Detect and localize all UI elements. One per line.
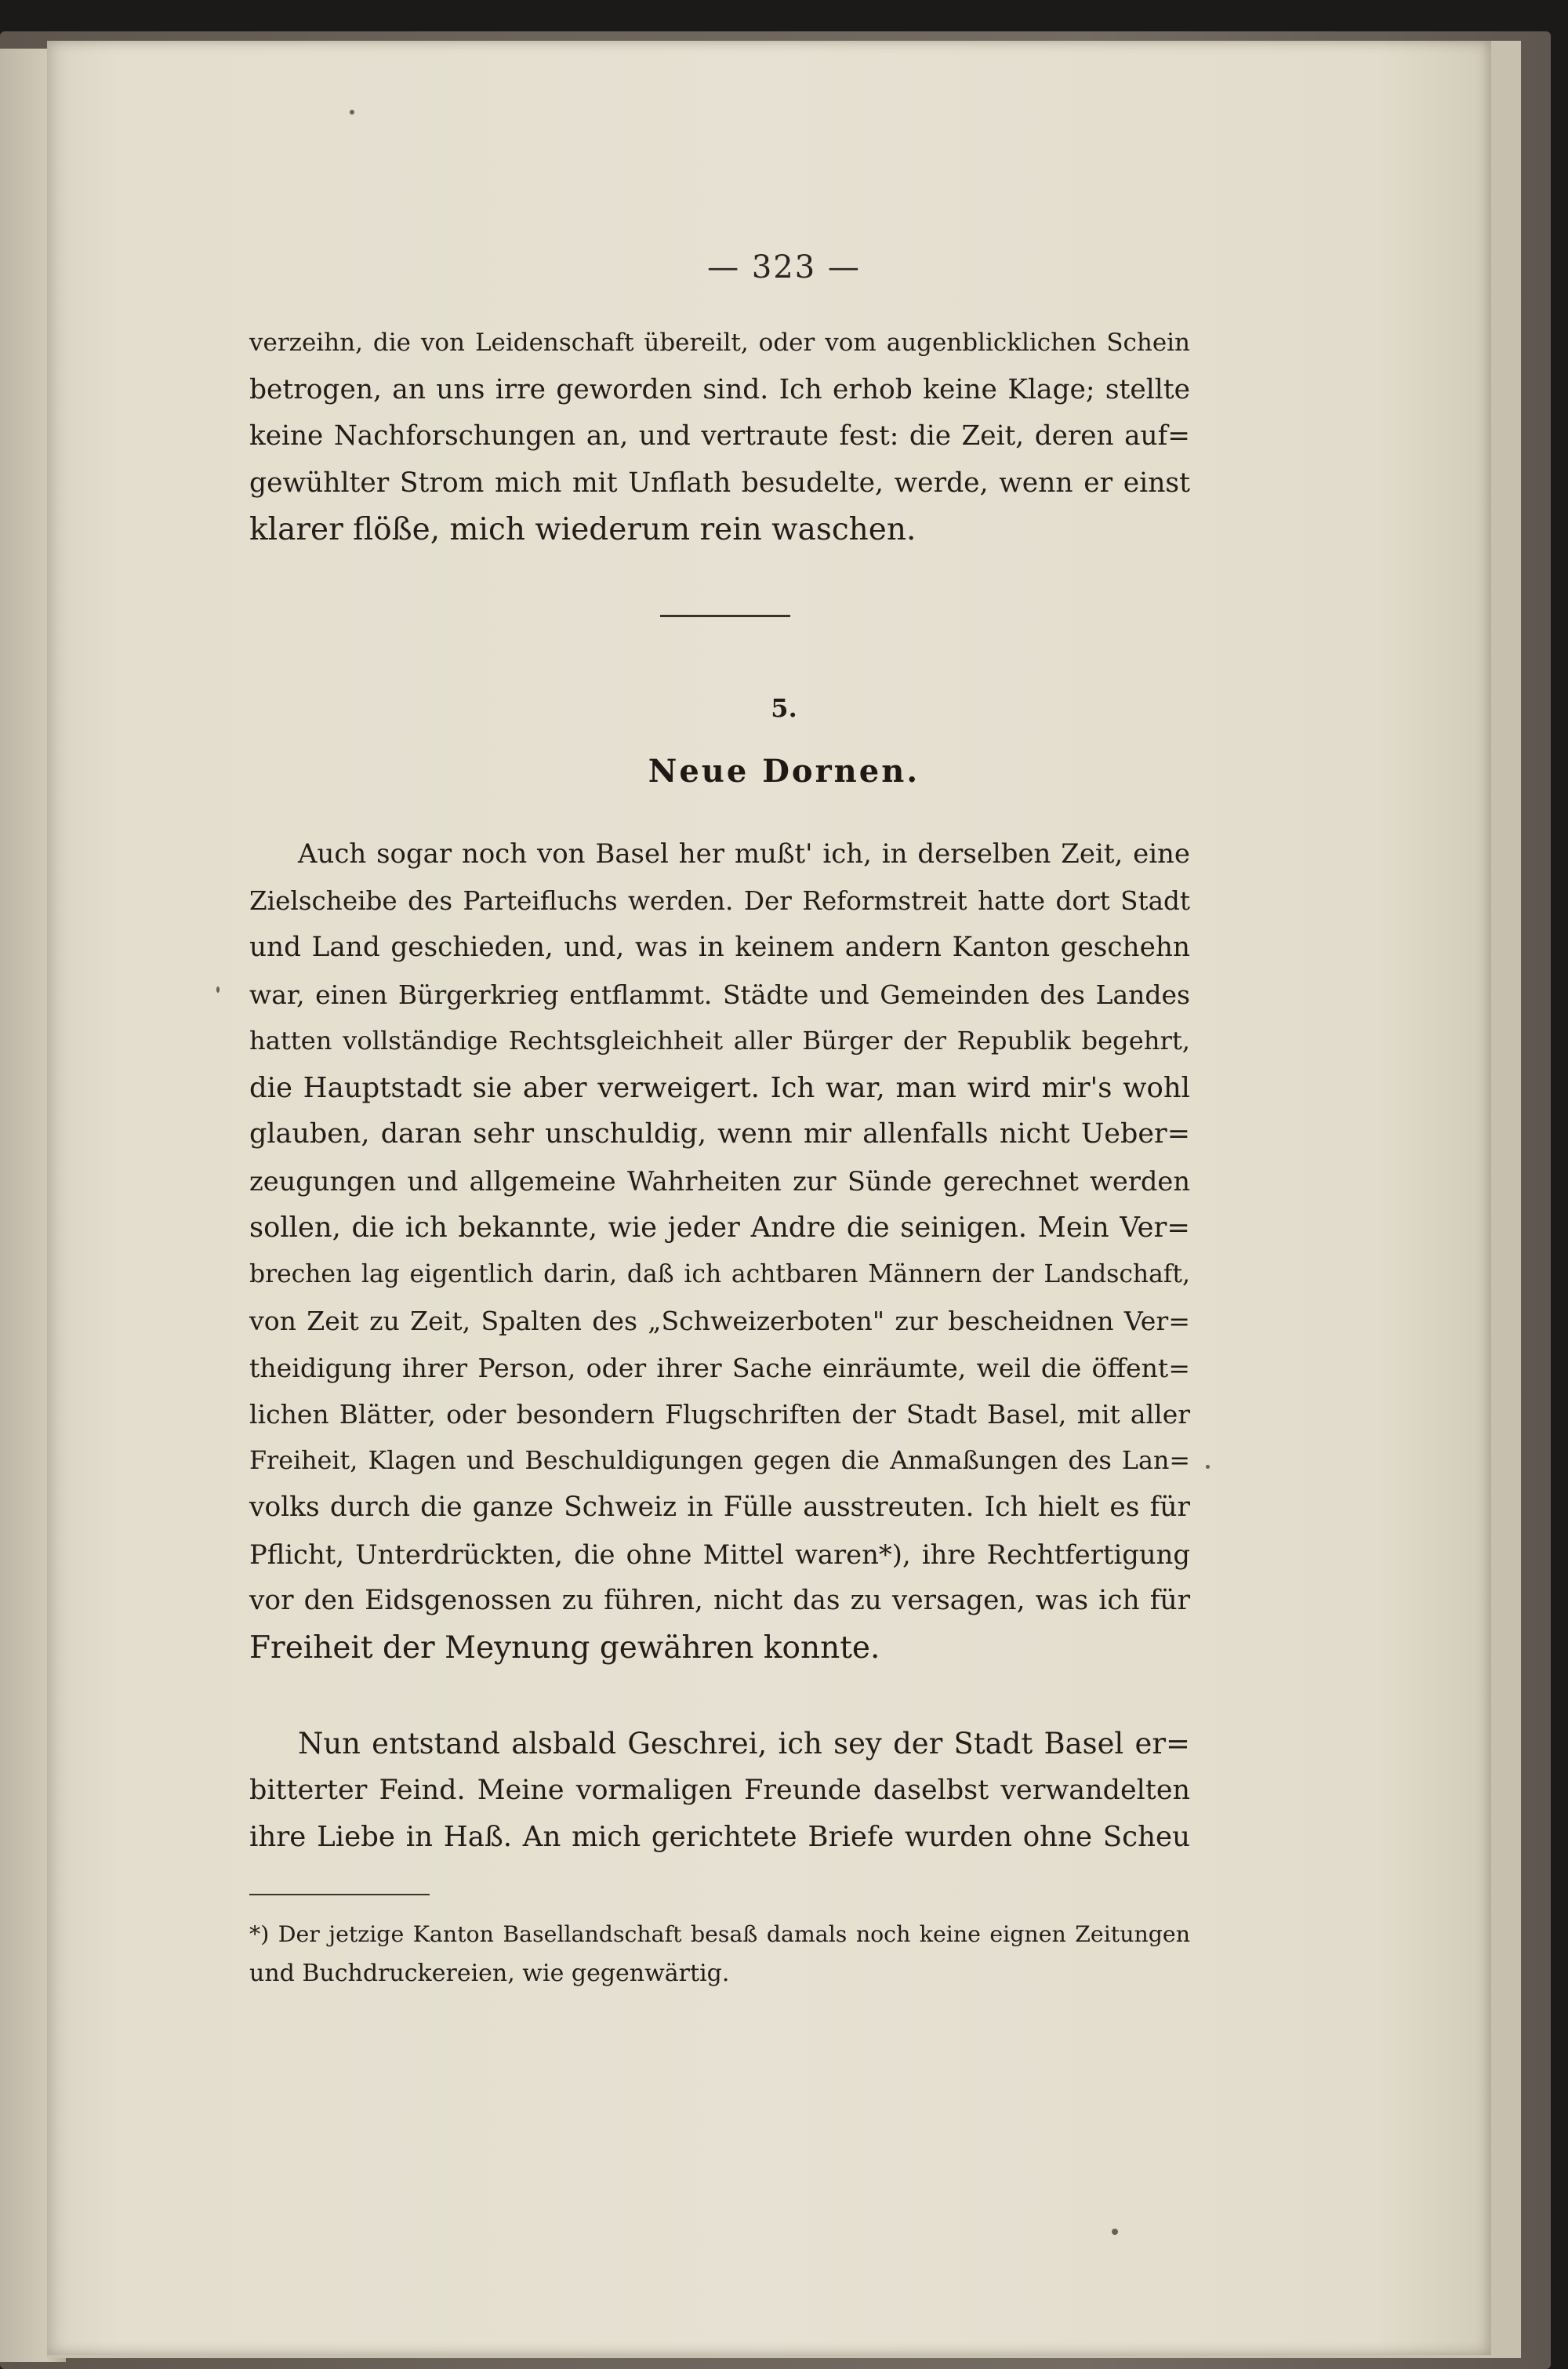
text-line: volks durch die ganze Schweiz in Fülle ausstreuten. Ich hielt es für	[249, 1492, 1190, 1523]
text-line: Zielscheibe des Parteifluchs werden. Der Reformstreit hatte dort Stadt	[249, 885, 1190, 916]
text-line: Freiheit der Meynung gewähren konnte.	[249, 1630, 880, 1666]
section-divider	[660, 615, 790, 617]
text-line: Auch sogar noch von Basel her mußt' ich, in derselben Zeit, eine	[298, 838, 1190, 870]
text-line: zeugungen und allgemeine Wahrheiten zur Sünde gerechnet werden	[249, 1165, 1190, 1197]
footnote-rule	[249, 1894, 430, 1895]
footnote-line: *) Der jetzige Kanton Basellandschaft besaß damals noch keine eignen Zeitungen	[249, 1921, 1190, 1947]
text-line: vor den Eidsgenossen zu führen, nicht das zu versagen, was ich für	[249, 1585, 1190, 1616]
section-number: 5.	[771, 693, 797, 723]
text-line: keine Nachforschungen an, und vertraute fest: die Zeit, deren auf=	[249, 420, 1190, 452]
paragraph-2	[249, 831, 1190, 1671]
text-line: sollen, die ich bekannte, wie jeder Andre die seinigen. Mein Ver=	[249, 1212, 1190, 1244]
paper-speck	[216, 986, 220, 993]
paper-speck	[1112, 2229, 1118, 2235]
text-line: klarer flöße, mich wiederum rein waschen.	[249, 512, 916, 547]
paper-speck	[350, 110, 354, 114]
text-line: ihre Liebe in Haß. An mich gerichtete Briefe wurden ohne Scheu	[249, 1821, 1190, 1853]
text-line: lichen Blätter, oder besondern Flugschriften der Stadt Basel, mit aller	[249, 1399, 1190, 1430]
page-number: — 323 —	[707, 249, 861, 285]
paragraph-3	[249, 1720, 1190, 1861]
text-line: war, einen Bürgerkrieg entflammt. Städte und Gemeinden des Landes	[249, 979, 1190, 1010]
text-line: Pflicht, Unterdrückten, die ohne Mittel waren*), ihre Rechtfertigung	[249, 1539, 1190, 1570]
text-line: glauben, daran sehr unschuldig, wenn mir allenfalls nicht Ueber=	[249, 1118, 1190, 1150]
paper-speck	[1206, 1465, 1210, 1469]
section-title: Neue Dornen.	[648, 753, 920, 790]
text-line: Freiheit, Klagen und Beschuldigungen gegen die Anmaßungen des Lan=	[249, 1446, 1190, 1475]
text-line: betrogen, an uns irre geworden sind. Ich erhob keine Klage; stellte	[249, 373, 1190, 405]
footnote-line: und Buchdruckereien, wie gegenwärtig.	[249, 1960, 730, 1987]
text-line: theidigung ihrer Person, oder ihrer Sache einräumte, weil die öffent=	[249, 1352, 1190, 1383]
text-line: Nun entstand alsbald Geschrei, ich sey der Stadt Basel er=	[298, 1727, 1190, 1760]
text-line: gewühlter Strom mich mit Unflath besudelte, werde, wenn er einst	[249, 467, 1190, 499]
text-line: verzeihn, die von Leidenschaft übereilt, oder vom augenblicklichen Schein	[249, 329, 1190, 357]
text-line: bitterter Feind. Meine vormaligen Freunde daselbst verwandelten	[249, 1774, 1190, 1806]
footnote	[249, 1915, 1190, 1993]
text-line: die Hauptstadt sie aber verweigert. Ich war, man wird mir's wohl	[249, 1071, 1190, 1104]
text-line: brechen lag eigentlich darin, daß ich achtbaren Männern der Landschaft,	[249, 1259, 1190, 1288]
text-line: und Land geschieden, und, was in keinem andern Kanton geschehn	[249, 932, 1190, 963]
text-line: von Zeit zu Zeit, Spalten des „Schweizerboten" zur bescheidnen Ver=	[249, 1306, 1190, 1336]
paragraph-1	[249, 320, 1190, 554]
text-line: hatten vollständige Rechtsgleichheit aller Bürger der Republik begehrt,	[249, 1026, 1190, 1056]
